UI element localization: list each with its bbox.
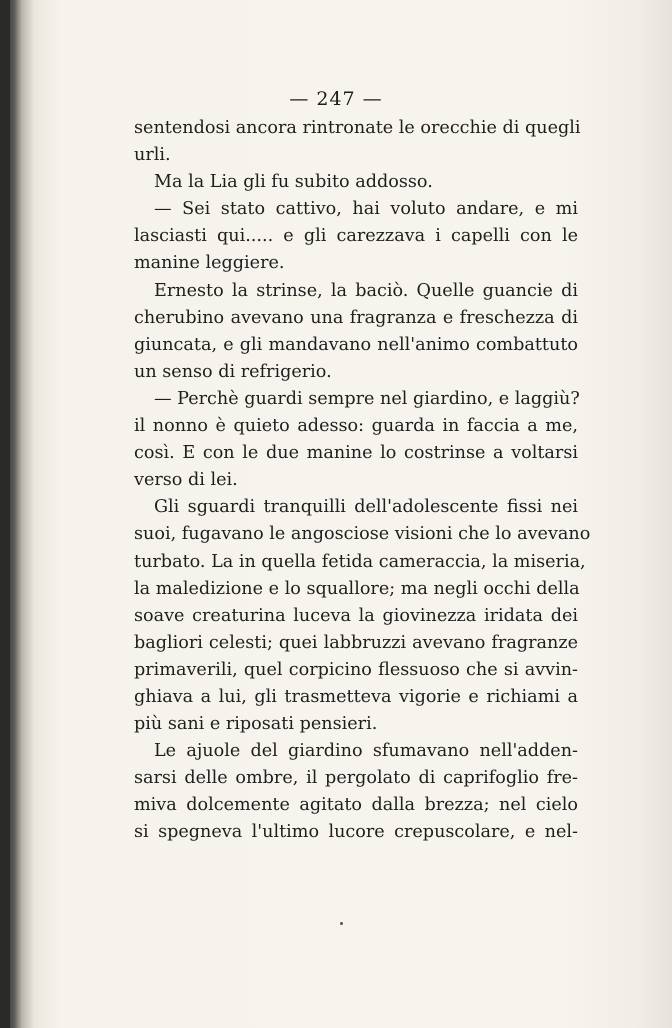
text-line: urli. xyxy=(134,145,171,166)
text-line: sentendosi ancora rintronate le orecchie di quegli xyxy=(134,118,581,138)
paper-speck xyxy=(340,922,343,925)
text-line: miva dolcemente agitato dalla brezza; nel cielo xyxy=(134,795,578,816)
text-line: verso di lei. xyxy=(134,470,238,491)
text-line: Ma la Lia gli fu subito addosso. xyxy=(154,172,433,193)
text-line: ghiava a lui, gli trasmetteva vigorie e richiami a xyxy=(134,686,578,707)
text-line: manine leggiere. xyxy=(134,253,285,274)
body-text xyxy=(134,115,591,847)
text-line: lasciasti qui..... e gli carezzava i capelli con le xyxy=(134,226,578,247)
text-line: un senso di refrigerio. xyxy=(134,361,332,382)
text-line: — Perchè guardi sempre nel giardino, e laggiù? xyxy=(154,388,580,409)
text-line: bagliori celesti; quei labbruzzi avevano fragranze xyxy=(134,632,578,653)
text-line: più sani e riposati pensieri. xyxy=(134,714,378,735)
page-number: — 247 — xyxy=(289,88,383,110)
text-line: si spegneva l'ultimo lucore crepuscolare, e nel- xyxy=(134,822,578,843)
text-line: turbato. La in quella fetida cameraccia, la miseria, xyxy=(134,551,586,572)
text-line: — Sei stato cattivo, hai voluto andare, e mi xyxy=(154,199,578,220)
text-line: giuncata, e gli mandavano nell'animo combattuto xyxy=(134,334,578,355)
text-line: primaverili, quel corpicino flessuoso che si avvin- xyxy=(134,659,578,680)
text-line: sarsi delle ombre, il pergolato di caprifoglio fre- xyxy=(134,768,578,789)
text-line: Gli sguardi tranquilli dell'adolescente fissi nei xyxy=(154,497,578,518)
text-line: Ernesto la strinse, la baciò. Quelle guancie di xyxy=(154,280,578,301)
text-line: cherubino avevano una fragranza e freschezza di xyxy=(134,307,578,328)
text-line: il nonno è quieto adesso: guarda in faccia a me, xyxy=(134,416,578,437)
text-line: soave creaturina luceva la giovinezza iridata dei xyxy=(134,605,578,626)
text-line: la maledizione e lo squallore; ma negli occhi della xyxy=(134,578,580,599)
book-spine-edge xyxy=(0,0,10,1028)
text-line: così. E con le due manine lo costrinse a voltarsi xyxy=(134,443,578,464)
text-line: suoi, fugavano le angosciose visioni che lo avevano xyxy=(134,524,591,545)
text-line: Le ajuole del giardino sfumavano nell'adden- xyxy=(154,741,578,762)
